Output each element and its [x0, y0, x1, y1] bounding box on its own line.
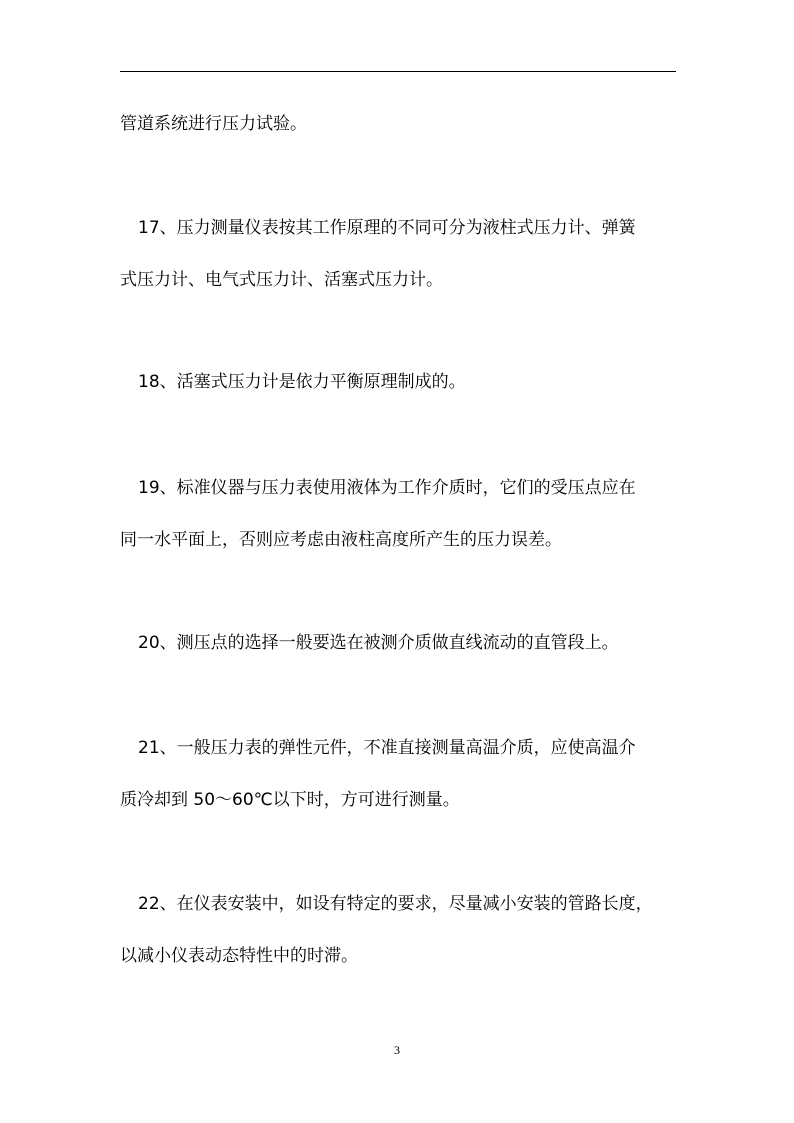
item-17-line-2: 式压力计、电气式压力计、活塞式压力计。	[120, 270, 443, 290]
item-21-line-2: 质冷却到 50～60℃以下时，方可进行测量。	[120, 790, 460, 810]
item-19-line-2: 同一水平面上，否则应考虑由液柱高度所产生的压力误差。	[120, 530, 562, 550]
page-number: 3	[394, 1043, 400, 1057]
item-19-line-1: 19、标准仪器与压力表使用液体为工作介质时，它们的受压点应在	[138, 478, 636, 498]
item-18-line-1: 18、活塞式压力计是依力平衡原理制成的。	[138, 372, 466, 392]
item-17-line-1: 17、压力测量仪表按其工作原理的不同可分为液柱式压力计、弹簧	[138, 218, 636, 238]
text-line-1: 管道系统进行压力试验。	[120, 114, 307, 134]
item-22-line-2: 以减小仪表动态特性中的时滞。	[120, 946, 358, 966]
item-20-line-1: 20、测压点的选择一般要选在被测介质做直线流动的直管段上。	[138, 633, 619, 653]
header-rule	[120, 71, 676, 72]
item-22-line-1: 22、在仪表安装中，如设有特定的要求，尽量减小安装的管路长度，	[138, 894, 653, 914]
item-21-line-1: 21、一般压力表的弹性元件，不准直接测量高温介质，应使高温介	[138, 738, 636, 758]
